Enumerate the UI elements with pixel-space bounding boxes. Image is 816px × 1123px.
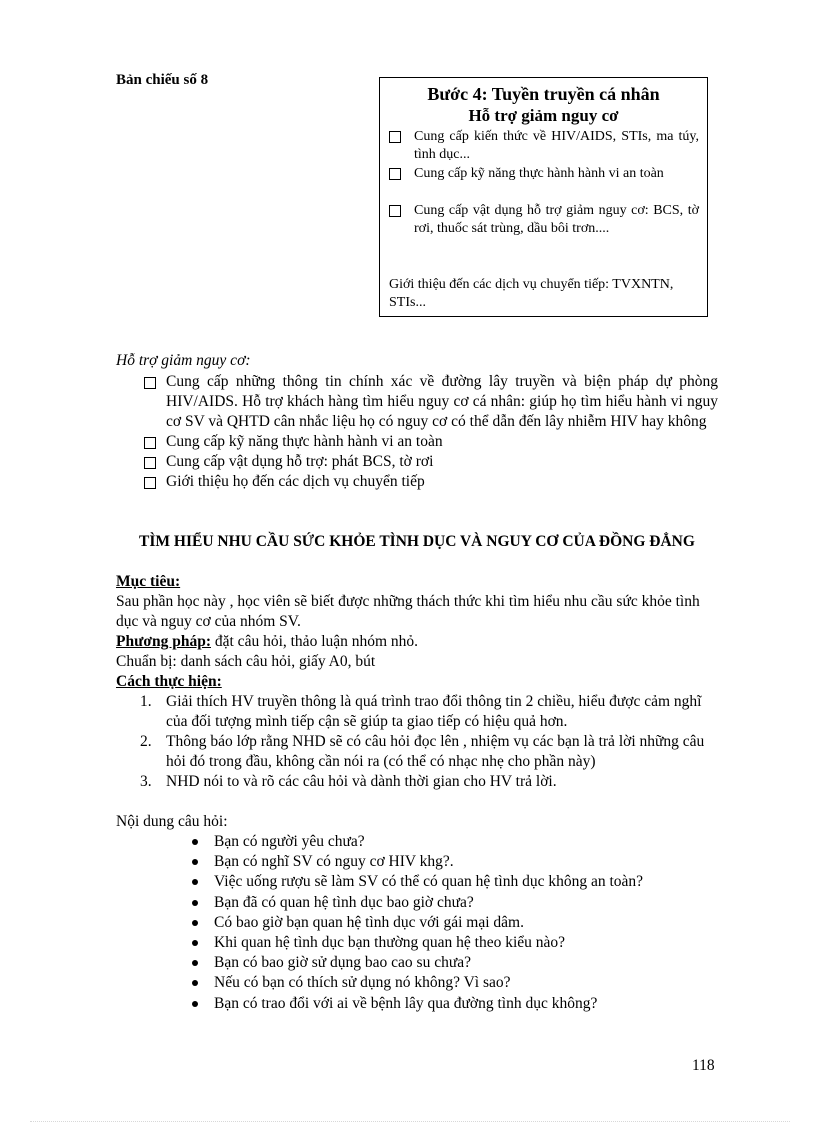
objective-label: Mục tiêu: <box>116 573 181 590</box>
method: Phương pháp: đặt câu hỏi, thảo luận nhóm nhỏ. <box>116 633 419 650</box>
box-item: Cung cấp kỹ năng thực hành hành vi an toàn <box>389 165 699 183</box>
list-item: Giới thiệu họ đến các dịch vụ chuyển tiếp <box>144 472 718 492</box>
box-title: Bước 4: Tuyền truyền cá nhân <box>427 84 660 104</box>
bullet-icon <box>192 839 198 845</box>
bullet-icon <box>192 960 198 966</box>
bullet-icon <box>192 900 198 906</box>
summary-box <box>379 77 708 317</box>
box-item: Cung cấp kiến thức về HIV/AIDS, STIs, ma túy, tình dục... <box>389 128 699 164</box>
harm-reduction-list <box>144 372 718 492</box>
list-item: Cung cấp kỹ năng thực hành hành vi an toàn <box>144 432 718 452</box>
procedure-steps <box>140 692 718 792</box>
list-item: Khi quan hệ tình dục bạn thường quan hệ theo kiểu nào? <box>190 933 730 953</box>
checkbox-icon <box>144 377 156 389</box>
list-item: Bạn có người yêu chưa? <box>190 832 730 852</box>
list-item: 1. Giải thích HV truyền thông là quá trình trao đổi thông tin 2 chiều, hiểu được cảm nghĩ của đối tượng mình tiếp cận sẽ giúp ta giao tiếp có hiệu quả hơn. <box>140 693 702 730</box>
questions-list <box>190 832 730 1014</box>
questions-heading: Nội dung câu hỏi: <box>116 813 228 830</box>
preparation: Chuẩn bị: danh sách câu hỏi, giấy A0, bút <box>116 653 376 670</box>
bullet-icon <box>192 1001 198 1007</box>
checkbox-icon <box>144 477 156 489</box>
box-note: Giới thiệu đến các dịch vụ chuyển tiếp: TVXNTN, STIs... <box>389 277 674 310</box>
list-item: Cung cấp những thông tin chính xác về đường lây truyền và biện pháp dự phòng HIV/AIDS. Hỗ trợ khách hàng tìm hiểu nguy cơ cá nhân: giúp họ tìm hiểu hành vi nguy cơ SV và QHTD cân nhắc liệu họ có nguy cơ có thể dẫn đến lây nhiễm HIV hay không <box>144 372 718 432</box>
list-item: 3. NHD nói to và rõ các câu hỏi và dành thời gian cho HV trả lời. <box>140 773 557 790</box>
checkbox-icon <box>389 205 401 217</box>
list-item: Việc uống rượu sẽ làm SV có thể có quan hệ tình dục không an toàn? <box>190 872 730 892</box>
bullet-icon <box>192 879 198 885</box>
harm-reduction-heading: Hỗ trợ giảm nguy cơ: <box>116 352 251 369</box>
list-item: Bạn có bao giờ sử dụng bao cao su chưa? <box>190 953 730 973</box>
checkbox-icon <box>389 131 401 143</box>
list-item: Có bao giờ bạn quan hệ tình dục với gái mại dâm. <box>190 913 730 933</box>
checkbox-icon <box>144 437 156 449</box>
checkbox-icon <box>389 168 401 180</box>
list-item: Bạn có trao đổi với ai về bệnh lây qua đường tình dục không? <box>190 994 730 1014</box>
handout-label: Bản chiếu số 8 <box>116 72 209 88</box>
box-subtitle: Hỗ trợ giảm nguy cơ <box>468 106 619 125</box>
list-item: Bạn có nghĩ SV có nguy cơ HIV khg?. <box>190 852 730 872</box>
checkbox-icon <box>144 457 156 469</box>
bullet-icon <box>192 940 198 946</box>
page-number: 118 <box>692 1057 715 1074</box>
procedure-label: Cách thực hiện: <box>116 673 222 690</box>
objective-text: Sau phần học này , học viên sẽ biết được những thách thức khi tìm hiểu nhu cầu sức khỏe tình dục và nguy cơ của nhóm SV. <box>116 593 700 630</box>
list-item: Nếu có bạn có thích sử dụng nó không? Vì sao? <box>190 973 730 993</box>
bullet-icon <box>192 980 198 986</box>
list-item: Bạn đã có quan hệ tình dục bao giờ chưa? <box>190 893 730 913</box>
page-bottom-divider <box>30 1121 790 1122</box>
bullet-icon <box>192 859 198 865</box>
bullet-icon <box>192 920 198 926</box>
list-item: 2. Thông báo lớp rằng NHD sẽ có câu hỏi đọc lên , nhiệm vụ các bạn là trả lời những câu hỏi đó trong đầu, không cần nói ra (có thể có nhạc nhẹ cho phần này) <box>140 733 705 770</box>
list-item: Cung cấp vật dụng hỗ trợ: phát BCS, tờ rơi <box>144 452 718 472</box>
section-title: TÌM HIỂU NHU CẦU SỨC KHỎE TÌNH DỤC VÀ NGUY CƠ CỦA ĐỒNG ĐẲNG <box>139 533 695 550</box>
box-item: Cung cấp vật dụng hỗ trợ giảm nguy cơ: BCS, tờ rơi, thuốc sát trùng, dầu bôi trơn.... <box>389 202 699 238</box>
